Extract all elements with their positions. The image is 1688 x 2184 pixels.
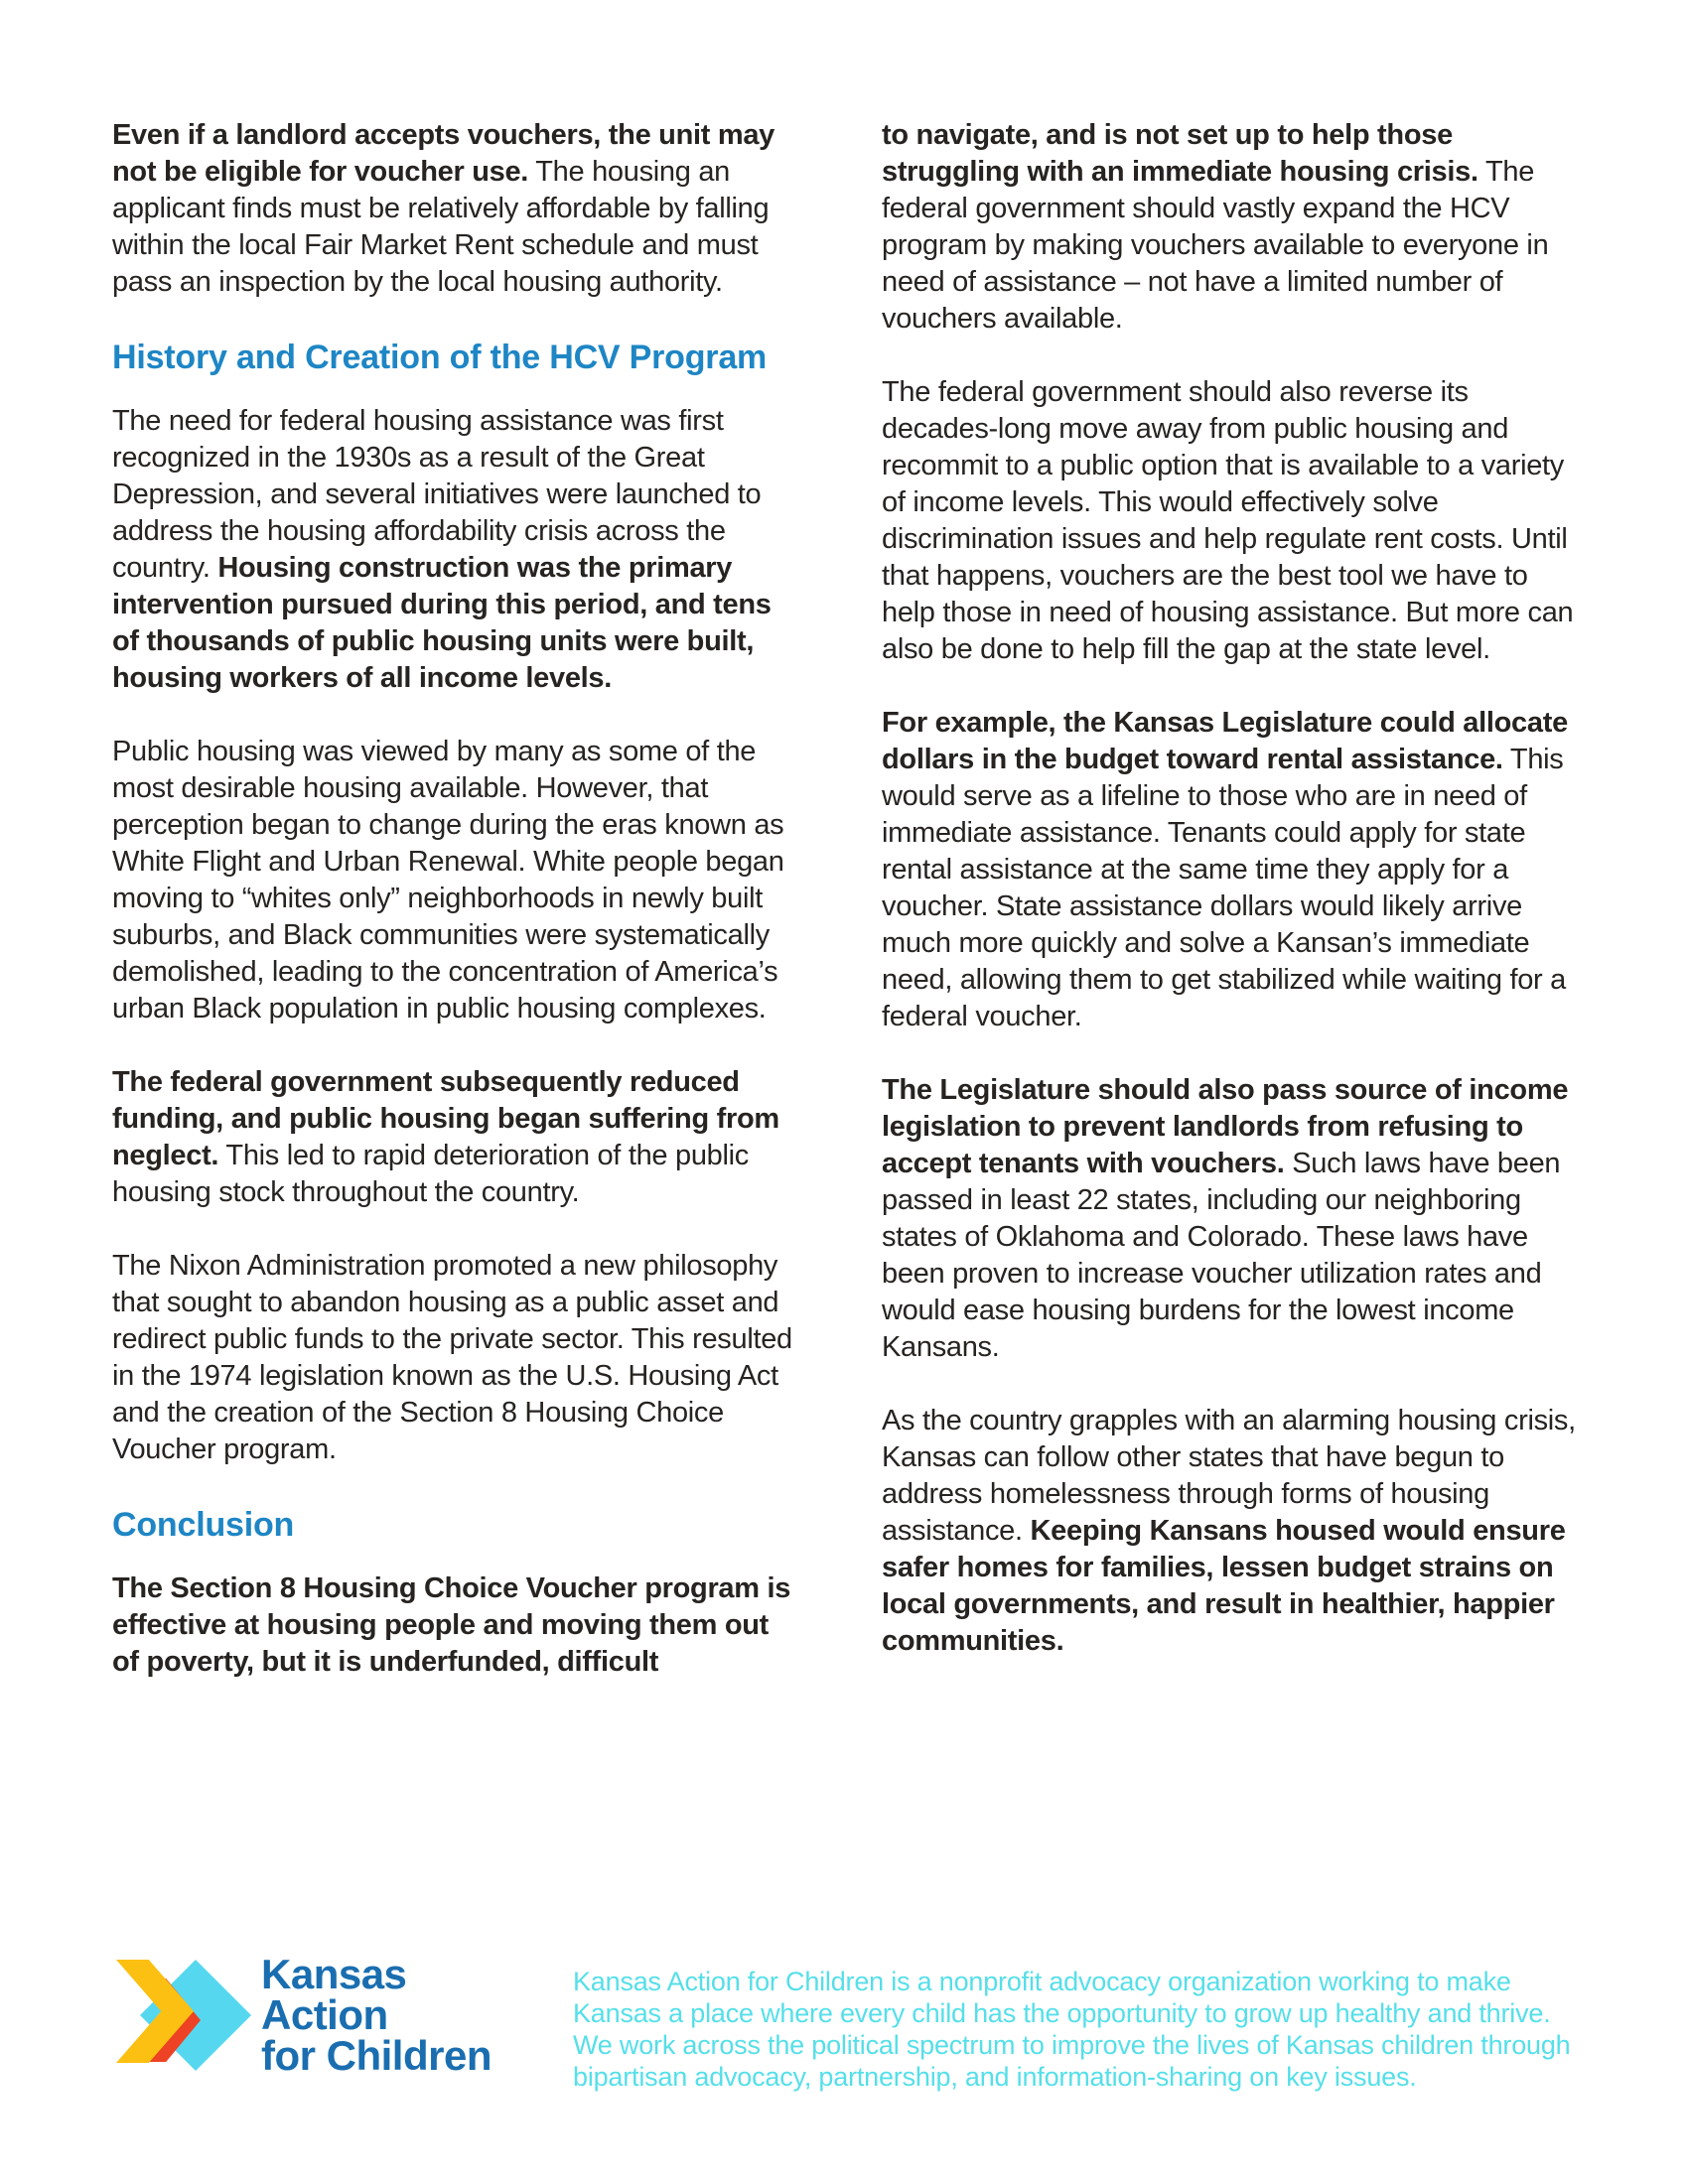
logo-line: Action bbox=[261, 1991, 388, 2038]
bold-text-run: Housing construction was the primary intervention pursued during this period, and tens of thousands of public housing units were built, housing workers of all income levels. bbox=[112, 552, 772, 694]
bold-text-run: The Legislature should also pass source of income legislation to prevent landlords from refusing to accept tenants with vouchers. bbox=[882, 1074, 1569, 1179]
text-run: History and Creation of the HCV Program bbox=[112, 339, 768, 376]
logo-line: for Children bbox=[261, 2032, 492, 2079]
body-paragraph bbox=[112, 734, 797, 1027]
text-run: The housing an applicant finds must be relatively affordable by falling within the local Fair Market Rent schedule and must pass an inspection by the local housing authority. bbox=[112, 156, 770, 298]
body-paragraph bbox=[112, 117, 797, 301]
bold-text-run: to navigate, and is not set up to help those struggling with an immediate housing crisis. bbox=[882, 119, 1478, 188]
bold-text-run: Even if a landlord accepts vouchers, the unit may not be eligible for voucher use. bbox=[112, 119, 774, 188]
body-paragraph bbox=[882, 117, 1585, 338]
body-paragraph bbox=[882, 1403, 1585, 1660]
body-paragraph bbox=[882, 705, 1585, 1035]
text-run: The federal government should vastly expand the HCV program by making vouchers available to everyone in need of assistance – not have a limited number of vouchers available. bbox=[882, 156, 1549, 335]
text-run: This would serve as a lifeline to those who are in need of immediate assistance. Tenants could apply for state rental assistance at the same time they apply for a voucher. State assistance dollars would likely arrive much more quickly and solve a Kansan’s immediate need, allowing them to get stabilized while waiting for a federal voucher. bbox=[882, 744, 1566, 1032]
text-run: The Nixon Administration promoted a new philosophy that sought to abandon housing as a public asset and redirect public funds to the private sector. This resulted in the 1974 legislation known as the U.S. Housing Act and the creation of the Section 8 Housing Choice Voucher program. bbox=[112, 1250, 792, 1465]
bold-text-run: The federal government subsequently reduced funding, and public housing began suffering from neglect. bbox=[112, 1066, 779, 1171]
text-run: This led to rapid deterioration of the public housing stock throughout the country. bbox=[112, 1140, 749, 1208]
kac-logo-wordmark bbox=[261, 1951, 492, 2079]
text-run: Such laws have been passed in least 22 states, including our neighboring states of Oklahoma and Colorado. These laws have been proven to increase voucher utilization rates and would ease housing burdens for the lowest income Kansans. bbox=[882, 1148, 1561, 1363]
bold-text-run: The Section 8 Housing Choice Voucher program is effective at housing people and moving them out of poverty, but it is underfunded, difficult bbox=[112, 1572, 791, 1678]
bold-text-run: Keeping Kansans housed would ensure safer homes for families, lessen budget strains on local governments, and result in healthier, happier communities. bbox=[882, 1515, 1566, 1657]
right-column bbox=[882, 117, 1585, 1697]
text-run: The federal government should also reverse its decades-long move away from public housing and recommit to a public option that is available to a variety of income levels. This would effectively solve discrimination issues and help regulate rent costs. Until that happens, vouchers are the best tool we have to help those in need of housing assistance. But more can also be done to help fill the gap at the state level. bbox=[882, 376, 1574, 665]
body-paragraph bbox=[112, 1570, 797, 1681]
logo-line: Kansas bbox=[261, 1951, 407, 1997]
body-paragraph bbox=[112, 1064, 797, 1211]
body-paragraph bbox=[112, 1248, 797, 1468]
text-run: As the country grapples with an alarming housing crisis, Kansas can follow other states that have begun to address homelessness through forms of housing assistance. bbox=[882, 1405, 1576, 1547]
section-heading bbox=[112, 338, 797, 377]
footer bbox=[112, 1952, 1589, 2091]
body-paragraph bbox=[882, 374, 1585, 668]
footer-description: Kansas Action for Children is a nonprofit advocacy organization working to make Kansas a place where every child has the opportunity to grow up healthy and thrive. We work across the political spectrum to improve the lives of Kansas children through bipartisan advocacy, partnership, and information-sharing on key issues. bbox=[573, 1967, 1571, 2092]
left-column bbox=[112, 117, 797, 1717]
section-heading bbox=[112, 1505, 797, 1545]
bold-text-run: For example, the Kansas Legislature could allocate dollars in the budget toward rental assistance. bbox=[882, 707, 1568, 775]
kac-logo-mark-icon bbox=[112, 1958, 251, 2075]
body-paragraph bbox=[882, 1072, 1585, 1366]
text-run: The need for federal housing assistance was first recognized in the 1930s as a result of the Great Depression, and several initiatives were launched to address the housing affordability crisis across the country. bbox=[112, 405, 762, 584]
body-paragraph bbox=[112, 403, 797, 697]
text-run: Conclusion bbox=[112, 1506, 295, 1544]
text-run: Public housing was viewed by many as some of the most desirable housing available. However, that perception began to change during the eras known as White Flight and Urban Renewal. White people began moving to “whites only” neighborhoods in newly built suburbs, and Black communities were systematically demolished, leading to the concentration of America’s urban Black population in public housing complexes. bbox=[112, 736, 784, 1024]
